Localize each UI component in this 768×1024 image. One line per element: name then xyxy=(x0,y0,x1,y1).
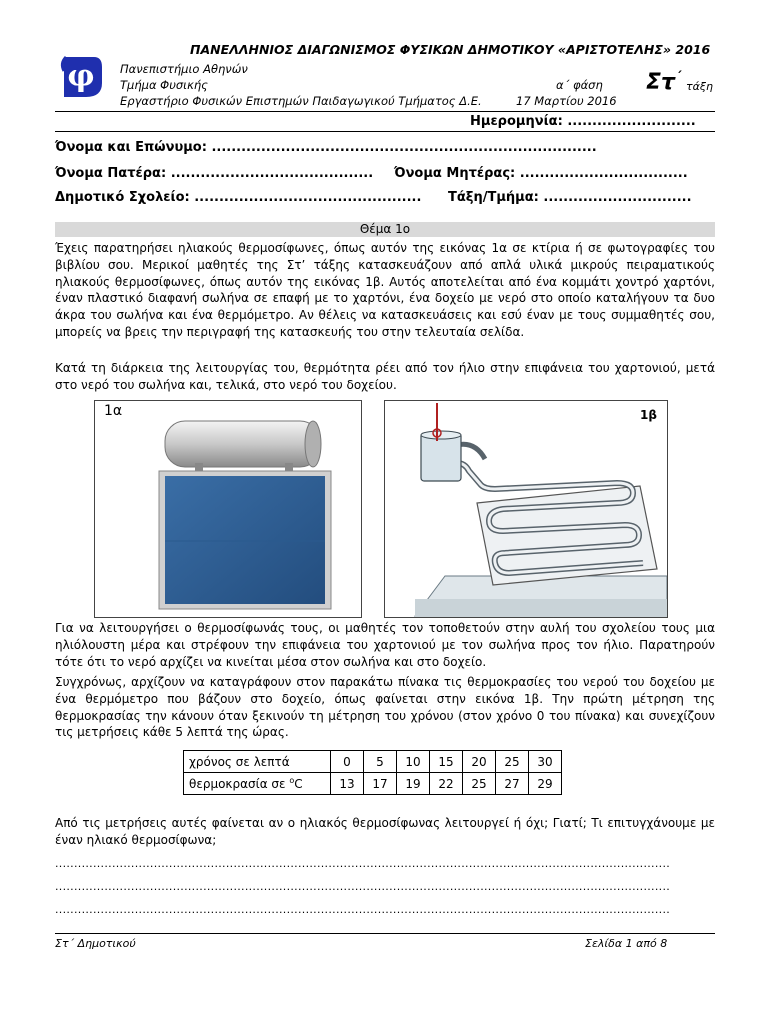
date-field[interactable]: Ημερομηνία: .......................... xyxy=(470,114,696,129)
table-cell: 15 xyxy=(430,751,463,773)
intro-paragraph: Έχεις παρατηρήσει ηλιακούς θερμοσίφωνες, όπως αυτόν της εικόνας 1α σε κτίρια ή σε φωτογραφίες του βιβλίου σου. Μερικοί μαθητές της Στ’ τάξης κατασκευάζουν από απλά υλικά μικρούς πειραματικούς ηλιακούς θερμοσίφωνες, όπως αυτόν της εικόνας 1β. Αυτός αποτελείται από ένα κομμάτι χοντρό χαρτόνι, έναν πλαστικό διαφανή σωλήνα σε επαφή με το χαρτόνι, ένα δοχείο με νερό στο οποίο καταλήγουν τα δυο άκρα του σωλήνα και ένα θερμόμετρο. Αν θέλεις να κατασκευάσεις και εσύ έναν με τους συμμαθητές σου, μπορείς να βρεις την περιγραφή της κατασκευής του στην τελευταία σελίδα. xyxy=(55,241,715,339)
figure-1b xyxy=(384,400,668,618)
footer-page-number: Σελίδα 1 από 8 xyxy=(585,937,668,950)
heat-flow-paragraph: Κατά τη διάρκεια της λειτουργίας του, θερμότητα ρέει από τον ήλιο στην επιφάνεια του χαρτονιού, μετά στο νερό του σωλήνα και, τελικά, στο νερό του δοχείου. xyxy=(55,361,715,392)
table-cell: 13 xyxy=(331,773,364,795)
answer-line-3[interactable]: .................................................................................................................................................................. xyxy=(55,903,671,916)
table-cell: 25 xyxy=(463,773,496,795)
answer-line-1[interactable]: .................................................................................................................................................................. xyxy=(55,857,671,870)
table-cell: 30 xyxy=(529,751,562,773)
temperature-row-label xyxy=(184,773,331,795)
solar-heater-illustration xyxy=(95,401,361,617)
competition-title: ΠΑΝΕΛΛΗΝΙΟΣ ΔΙΑΓΩΝΙΣΜΟΣ ΦΥΣΙΚΩΝ ΔΗΜΟΤΙΚΟΥ «ΑΡΙΣΤΟΤΕΛΗΣ» 2016 xyxy=(190,42,711,57)
form-top-rule xyxy=(55,131,715,132)
header-rule xyxy=(55,111,715,112)
table-cell: 17 xyxy=(364,773,397,795)
father-name-field[interactable]: Όνομα Πατέρα: ......................................... xyxy=(55,166,374,181)
setup-paragraph: Για να λειτουργήσει ο θερμοσίφωνάς τους, οι μαθητές τον τοποθετούν στην αυλή του σχολείου τους μια ηλιόλουστη μέρα και στρέφουν την επιφάνεια του χαρτονιού με τον σωλήνα προς τον ήλιο. Παρατηρούν τότε ότι το νερό αρχίζει να κινείται μέσα στον σωλήνα και στο δοχείο. xyxy=(55,621,715,669)
table-cell: 19 xyxy=(397,773,430,795)
university-name: Πανεπιστήμιο Αθηνών xyxy=(120,62,248,76)
temperature-label-text: θερμοκρασία σε xyxy=(189,777,290,791)
time-row-label: χρόνος σε λεπτά xyxy=(184,751,331,773)
temperature-table xyxy=(183,750,562,795)
degree-mark: o xyxy=(289,776,295,785)
footer-rule xyxy=(55,933,715,934)
grade-word: τάξη xyxy=(686,80,713,93)
school-field[interactable]: Δημοτικό Σχολείο: .............................................. xyxy=(55,190,422,205)
grade-label: Στ xyxy=(646,70,676,95)
lab-name: Εργαστήριο Φυσικών Επιστημών Παιδαγωγικού Τμήματος Δ.Ε. xyxy=(120,94,482,108)
question-paragraph: Από τις μετρήσεις αυτές φαίνεται αν ο ηλιακός θερμοσίφωνας λειτουργεί ή όχι; Γιατί; Τι επιτυγχάνουμε με έναν ηλιακό θερμοσίφωνα; xyxy=(55,816,715,847)
temperature-unit: C xyxy=(294,777,303,791)
class-field[interactable]: Τάξη/Τμήμα: .............................. xyxy=(448,190,692,205)
theme-heading: Θέμα 1ο xyxy=(359,222,411,236)
table-row xyxy=(184,773,562,795)
logo-glyph: φ xyxy=(67,59,95,94)
table-cell: 0 xyxy=(331,751,364,773)
department-name: Τμήμα Φυσικής xyxy=(120,78,208,92)
table-cell: 22 xyxy=(430,773,463,795)
table-cell: 10 xyxy=(397,751,430,773)
exam-date: 17 Μαρτίου 2016 xyxy=(516,94,617,108)
table-row xyxy=(184,751,562,773)
table-cell: 25 xyxy=(496,751,529,773)
measurement-paragraph: Συγχρόνως, αρχίζουν να καταγράφουν στον παρακάτω πίνακα τις θερμοκρασίες του νερού του δοχείου με ένα θερμόμετρο που βάζουν στο δοχείο, όπως φαίνεται στην εικόνα 1β. Την πρώτη μέτρηση της θερμοκρασίας την κάνουν όταν ξεκινούν τη μέτρηση του χρόνου (στον χρόνο 0 του πίνακα) και συνεχίζουν τις μετρήσεις κάθε 5 λεπτά της ώρας. xyxy=(55,675,715,740)
phase-label: α΄ φάση xyxy=(556,78,603,92)
mother-name-field[interactable]: Όνομα Μητέρας: .................................. xyxy=(394,166,688,181)
figure-1b-label: 1β xyxy=(640,408,657,422)
figure-1a-label: 1α xyxy=(104,403,123,419)
figure-1a xyxy=(94,400,362,618)
table-cell: 20 xyxy=(463,751,496,773)
answer-line-2[interactable]: .................................................................................................................................................................. xyxy=(55,880,671,893)
university-logo-icon xyxy=(58,53,104,99)
footer-grade: Στ΄ Δημοτικού xyxy=(55,937,136,950)
full-name-field[interactable]: Όνομα και Επώνυμο: .............................................................................. xyxy=(55,140,597,155)
table-cell: 27 xyxy=(496,773,529,795)
experimental-heater-illustration xyxy=(385,401,667,617)
table-cell: 5 xyxy=(364,751,397,773)
grade-mark: ΄ xyxy=(676,70,682,85)
table-cell: 29 xyxy=(529,773,562,795)
